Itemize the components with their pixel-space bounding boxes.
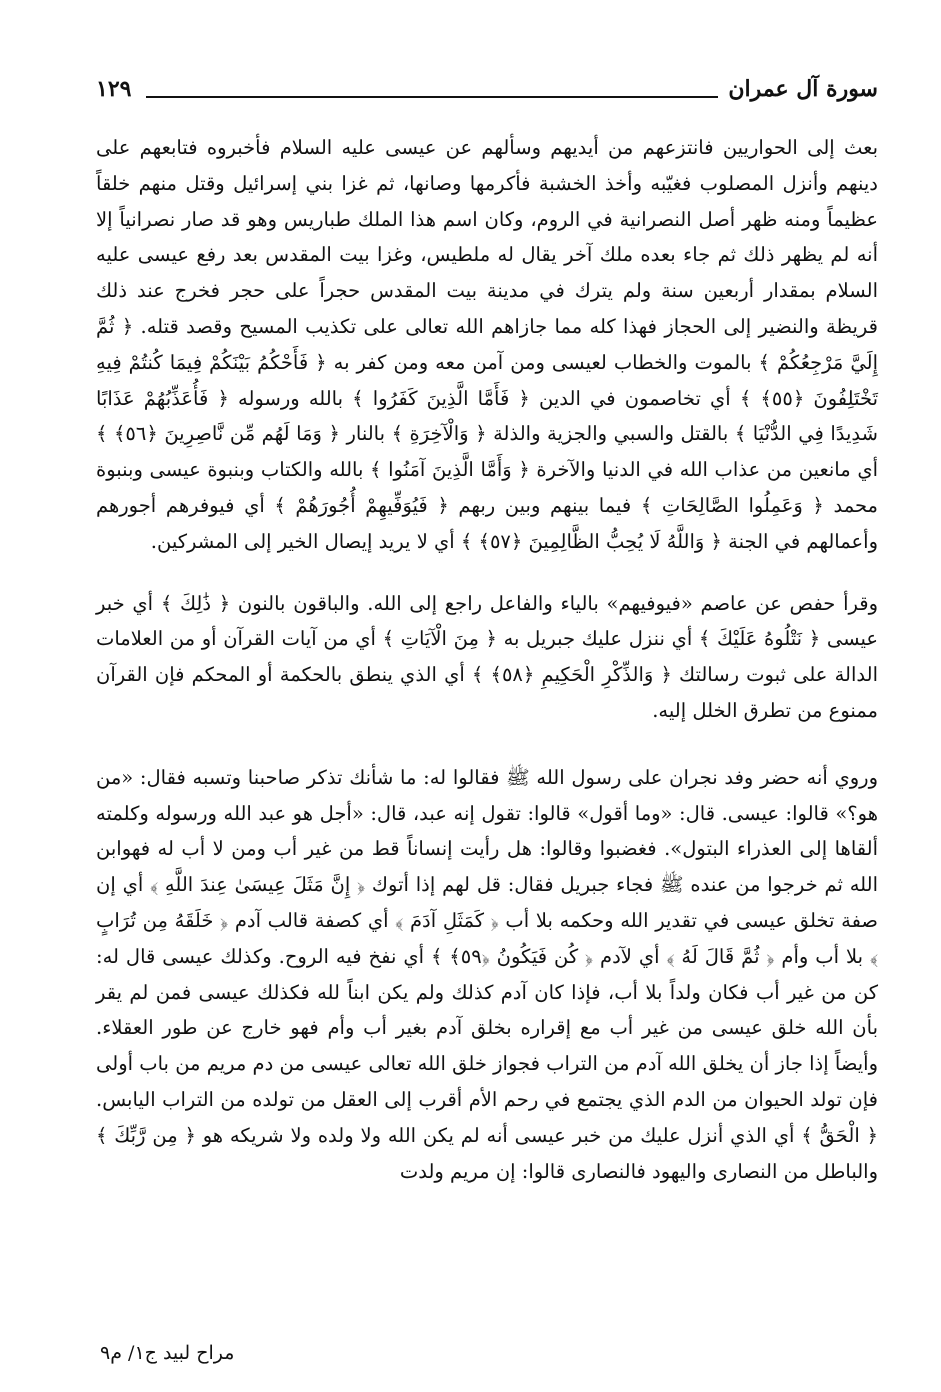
page-number: ١٢٩ xyxy=(96,76,132,102)
header-rule xyxy=(146,96,718,98)
paragraph-1: بعث إلى الحواريين فانتزعهم من أيديهم وسألهم عن عيسى عليه السلام فأخبروه فتابعهم على دينهم وأنزل المصلوب فغيّبه وأخذ الخشبة فأكرمها وصانها، ثم غزا بني إسرائيل وقتل منهم خلقاً عظيماً ومنه ظهر أصل النصرانية في الروم، وكان اسم هذا الملك طباريس وهو قد صار نصرانياً إلا أنه لم يظهر ذلك ثم جاء بعده ملك آخر يقال له ملطيس، وغزا بيت المقدس بعد رفع عيسى عليه السلام بمقدار أربعين سنة ولم يترك في مدينة بيت المقدس حجراً على حجر فخرج عند ذلك قريظة والنضير إلى الحجاز فهذا كله مما جازاهم الله تعالى على تكذيب المسيح وقصد قتله. ﴿ ثُمَّ إِلَيَّ مَرْجِعُكُمْ ﴾ بالموت والخطاب لعيسى ومن آمن معه ومن كفر به ﴿ فَأَحْكُمُ بَيْنَكُمْ فِيمَا كُنتُمْ فِيهِ تَخْتَلِفُونَ ﴿٥٥﴾ ﴾ أي تخاصمون في الدين ﴿ فَأَمَّا الَّذِينَ كَفَرُوا ﴾ بالله ورسوله ﴿ فَأُعَذِّبُهُمْ عَذَابًا شَدِيدًا فِي الدُّنْيَا ﴾ بالقتل والسبي والجزية والذلة ﴿ وَالْآخِرَةِ ﴾ بالنار ﴿ وَمَا لَهُم مِّن نَّاصِرِينَ ﴿٥٦﴾ ﴾ أي مانعين من عذاب الله في الدنيا والآخرة ﴿ وَأَمَّا الَّذِينَ آمَنُوا ﴾ بالله والكتاب وبنبوة عيسى وبنبوة محمد ﴿ وَعَمِلُوا الصَّالِحَاتِ ﴾ فيما بينهم وبين ربهم ﴿ فَيُوَفِّيهِمْ أُجُورَهُمْ ﴾ أي فيوفرهم أجورهم وأعمالهم في الجنة ﴿ وَاللَّهُ لَا يُحِبُّ الظَّالِمِينَ ﴿٥٧﴾ ﴾ أي لا يريد إيصال الخير إلى المشركين. xyxy=(96,136,878,553)
page-footer: مراح لبيد ج١/ م٩ xyxy=(100,1342,235,1364)
surah-title: سورة آل عمران xyxy=(728,76,878,102)
paragraph-2: وقرأ حفص عن عاصم «فيوفيهم» بالياء والفاعل راجع إلى الله. والباقون بالنون ﴿ ذَٰلِكَ ﴾ أي خبر عيسى ﴿ نَتْلُوهُ عَلَيْكَ ﴾ أي ننزل عليك جبريل به ﴿ مِنَ الْآيَاتِ ﴾ أي من آيات القرآن أو من العلامات الدالة على ثبوت رسالتك ﴿ وَالذِّكْرِ الْحَكِيمِ ﴿٥٨﴾ ﴾ أي الذي ينطق بالحكمة أو المحكم فإن القرآن ممنوع من تطرق الخلل إليه. xyxy=(96,591,878,722)
page-body xyxy=(96,130,878,1189)
paragraph-3: وروي أنه حضر وفد نجران على رسول الله ﷺ فقالوا له: ما شأنك تذكر صاحبنا وتسبه فقال: «من هو؟» قالوا: عيسى. قال: «وما أقول» قالوا: تقول إنه عبد، قال: «أجل هو عبد الله ورسوله وكلمته ألقاها إلى العذراء البتول». فغضبوا وقالوا: هل رأيت إنساناً قط من غير أب ومن لا أب له فهوابن الله ثم خرجوا من عنده ﷺ فجاء جبريل فقال: قل لهم إذا أتوك ﴿ إِنَّ مَثَلَ عِيسَىٰ عِندَ اللَّهِ ﴾ أي إن صفة تخلق عيسى في تقدير الله وحكمه بلا أب ﴿ كَمَثَلِ آدَمَ ﴾ أي كصفة قالب آدم ﴿ خَلَقَهُ مِن تُرَابٍ ﴾ بلا أب وأم ﴿ ثُمَّ قَالَ لَهُ ﴾ أي لآدم ﴿ كُن فَيَكُونُ ﴿٥٩﴾ ﴾ أي نفخ فيه الروح. وكذلك عيسى قال له: كن من غير أب فكان ولداً بلا أب، فإذا كان آدم كذلك ولم يكن ابناً لله فكذلك عيسى فمن لم يقر بأن الله خلق عيسى من غير أب مع إقراره بخلق آدم بغير أب وأم فهو خارج عن طور العقلاء. وأيضاً إذا جاز أن يخلق الله آدم من التراب فجواز خلق الله تعالى عيسى من دم مريم من باب أولى فإن تولد الحيوان من الدم الذي يجتمع في رحم الأم أقرب إلى العقل من تولده من التراب اليابس. ﴿ الْحَقُّ ﴾ أي الذي أنزل عليك من خبر عيسى أنه لم يكن الله ولا ولده ولا شريكه هو ﴿ مِن رَّبِّكَ ﴾ والباطل من النصارى واليهود فالنصارى قالوا: إن مريم ولدت xyxy=(96,765,878,1183)
page-header xyxy=(96,76,878,112)
